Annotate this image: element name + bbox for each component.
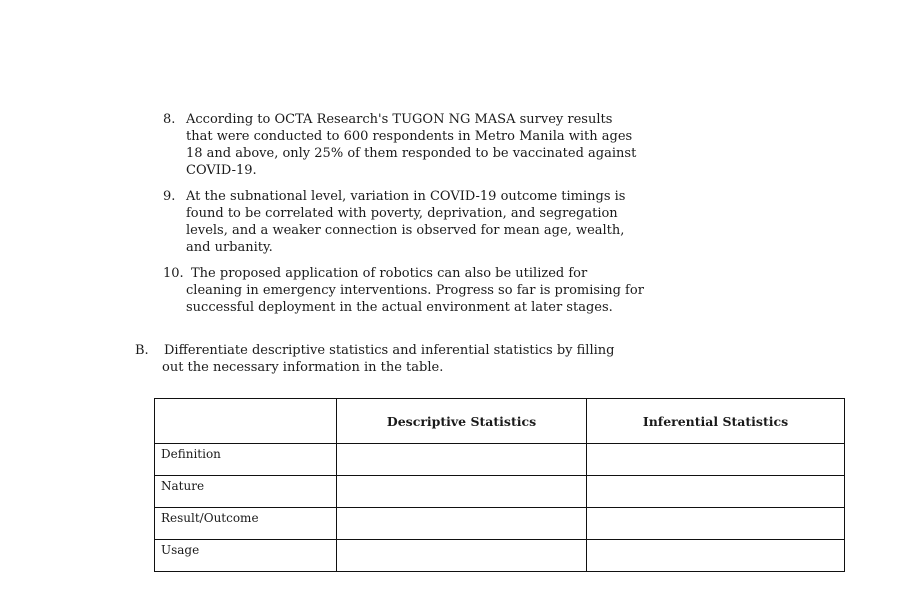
row-label-usage: Usage	[155, 540, 337, 572]
instruction-line: out the necessary information in the table.	[162, 360, 444, 375]
section-b-instructions	[135, 342, 855, 376]
table-row	[155, 508, 845, 540]
header-inferential: Inferential Statistics	[587, 399, 845, 444]
numbered-items	[163, 111, 863, 325]
table-row	[155, 540, 845, 572]
answer-cell-inferential-usage[interactable]	[587, 540, 845, 572]
header-empty-cell	[155, 399, 337, 444]
item-line: cleaning in emergency interventions. Progress so far is promising for	[186, 283, 644, 298]
answer-cell-descriptive-definition[interactable]	[337, 444, 587, 476]
item-line: 18 and above, only 25% of them responded to be vaccinated against	[186, 146, 637, 161]
answer-cell-inferential-definition[interactable]	[587, 444, 845, 476]
row-label-nature: Nature	[155, 476, 337, 508]
item-10	[163, 265, 863, 316]
item-line: and urbanity.	[186, 240, 273, 255]
answer-cell-inferential-result[interactable]	[587, 508, 845, 540]
row-label-result-outcome: Result/Outcome	[155, 508, 337, 540]
item-number: 10.	[163, 266, 184, 281]
item-line: According to OCTA Research's TUGON NG MASA survey results	[186, 112, 613, 127]
item-line: levels, and a weaker connection is observed for mean age, wealth,	[186, 223, 625, 238]
table-row	[155, 476, 845, 508]
table-row	[155, 444, 845, 476]
answer-cell-inferential-nature[interactable]	[587, 476, 845, 508]
statistics-comparison-table	[154, 398, 845, 572]
item-number: 8.	[163, 112, 176, 127]
item-line: that were conducted to 600 respondents in Metro Manila with ages	[186, 129, 633, 144]
item-line: successful deployment in the actual environment at later stages.	[186, 300, 613, 315]
item-line: COVID-19.	[186, 163, 257, 178]
section-letter: B.	[135, 343, 149, 358]
answer-cell-descriptive-nature[interactable]	[337, 476, 587, 508]
instruction-line: Differentiate descriptive statistics and inferential statistics by filling	[164, 343, 615, 358]
row-label-definition: Definition	[155, 444, 337, 476]
item-9	[163, 188, 863, 256]
item-line: The proposed application of robotics can also be utilized for	[191, 266, 588, 281]
item-8	[163, 111, 863, 179]
item-line: found to be correlated with poverty, deprivation, and segregation	[186, 206, 618, 221]
header-descriptive: Descriptive Statistics	[337, 399, 587, 444]
item-line: At the subnational level, variation in COVID-19 outcome timings is	[186, 189, 626, 204]
answer-cell-descriptive-usage[interactable]	[337, 540, 587, 572]
item-number: 9.	[163, 189, 176, 204]
answer-cell-descriptive-result[interactable]	[337, 508, 587, 540]
table-header-row	[155, 399, 845, 444]
